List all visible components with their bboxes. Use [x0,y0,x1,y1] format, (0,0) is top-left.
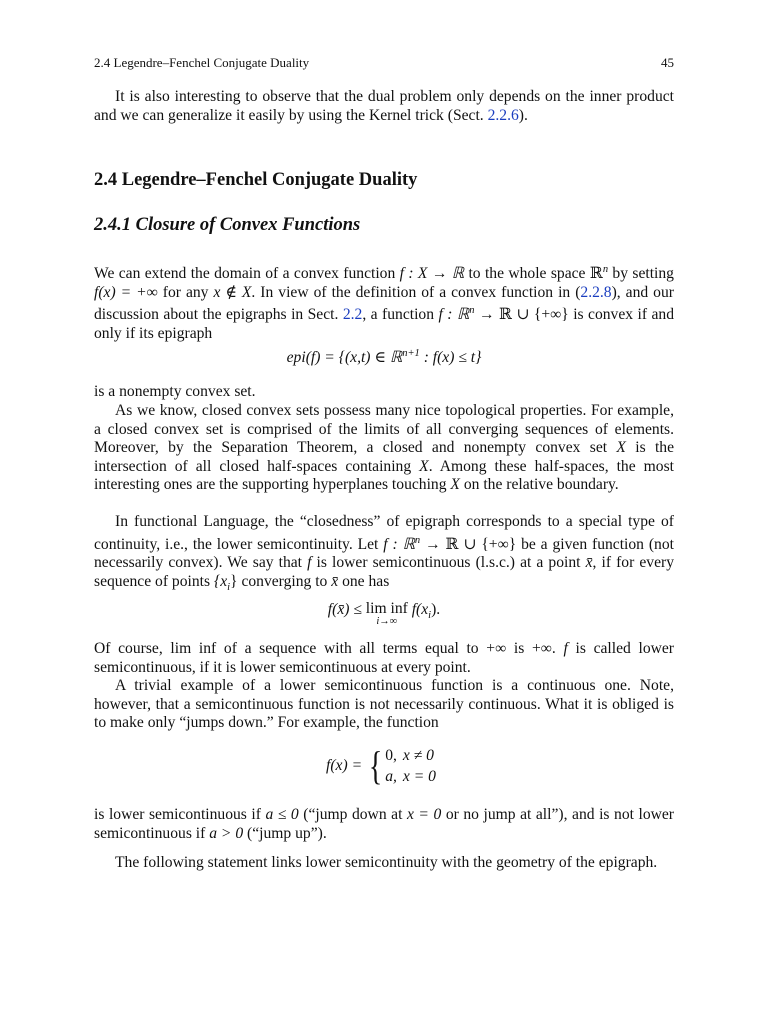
running-head-section: 2.4 Legendre–Fenchel Conjugate Duality [94,55,310,70]
paragraph-8: The following statement links lower semicontinuity with the geometry of the epigraph. [115,854,658,871]
ref-eq-2-2-8[interactable]: 2.2.8 [580,283,612,301]
subsection-title: 2.4.1 Closure of Convex Functions [94,215,361,235]
paragraph-2: is a nonempty convex set. [94,383,256,400]
intro-paragraph: It is also interesting to observe that the dual problem only depends on the inner product and we can generalize it easily by using the Kernel trick (Sect. 2.2.6). [94,88,674,124]
paragraph-7: is lower semicontinuous if a ≤ 0 (“jump down at x = 0 or no jump at all”), and is not lower semicontinuous if a > 0 (“jump up”). [94,806,674,842]
paragraph-5: Of course, lim inf of a sequence with all terms equal to +∞ is +∞. f is called lower semicontinuous, if it is lower semicontinuous at every point. [94,640,674,676]
page-number: 45 [661,55,674,70]
equation-piecewise: f(x) = { 0, x ≠ 0 a, x = 0 [326,743,436,788]
paragraph-3: As we know, closed convex sets possess many nice topological properties. For example, a closed convex set is comprised of the limits of all converging sequences of elements. Moreover, by the Separation Theorem, a closed and nonempty convex set X is the intersection of all closed half-spaces containing X. Among these half-spaces, the most interesting ones are the supporting hyperplanes touching X on the relative boundary. [94,402,674,494]
section-title: 2.4 Legendre–Fenchel Conjugate Duality [94,170,418,190]
equation-epigraph: epi(f) = {(x,t) ∈ ℝ$^{n+1}$ : f(x) ≤ t} [286,348,482,367]
ref-sect-2-2-6[interactable]: 2.2.6 [487,106,519,124]
paragraph-6: A trivial example of a lower semicontinuous function is a continuous one. Note, however, that a semicontinuous function is not necessarily continuous. What it is obliged is to make only “jumps down.” For example, the function [94,677,674,732]
paragraph-1: We can extend the domain of a convex function f : X → ℝ to the whole space ℝ$^n$ by setting f(x) = +∞ for any x ∉ X. In view of the definition of a convex function in (2.2.8), and our discussion about the epigraphs in Sect. 2.2, a function f : ℝ$^n$ → ℝ ∪ {+∞} is convex if and only if its epigraph [94,264,674,343]
equation-liminf: f(x̄) ≤ lim inf i→∞ $f(x_i)$. [327,600,441,627]
ref-sect-2-2[interactable]: 2.2 [342,306,363,324]
paragraph-4: In functional Language, the “closedness” of epigraph corresponds to a special type of continuity, i.e., the lower semicontinuity. Let f : ℝ$^n$ → ℝ ∪ {+∞} be a given function (not necessarily convex). We say that f is lower semicontinuous (l.s.c.) at a point x̄, if for every sequence of points $\{x_i\}$ converging to x̄ one has [94,513,674,594]
running-head [94,55,674,71]
